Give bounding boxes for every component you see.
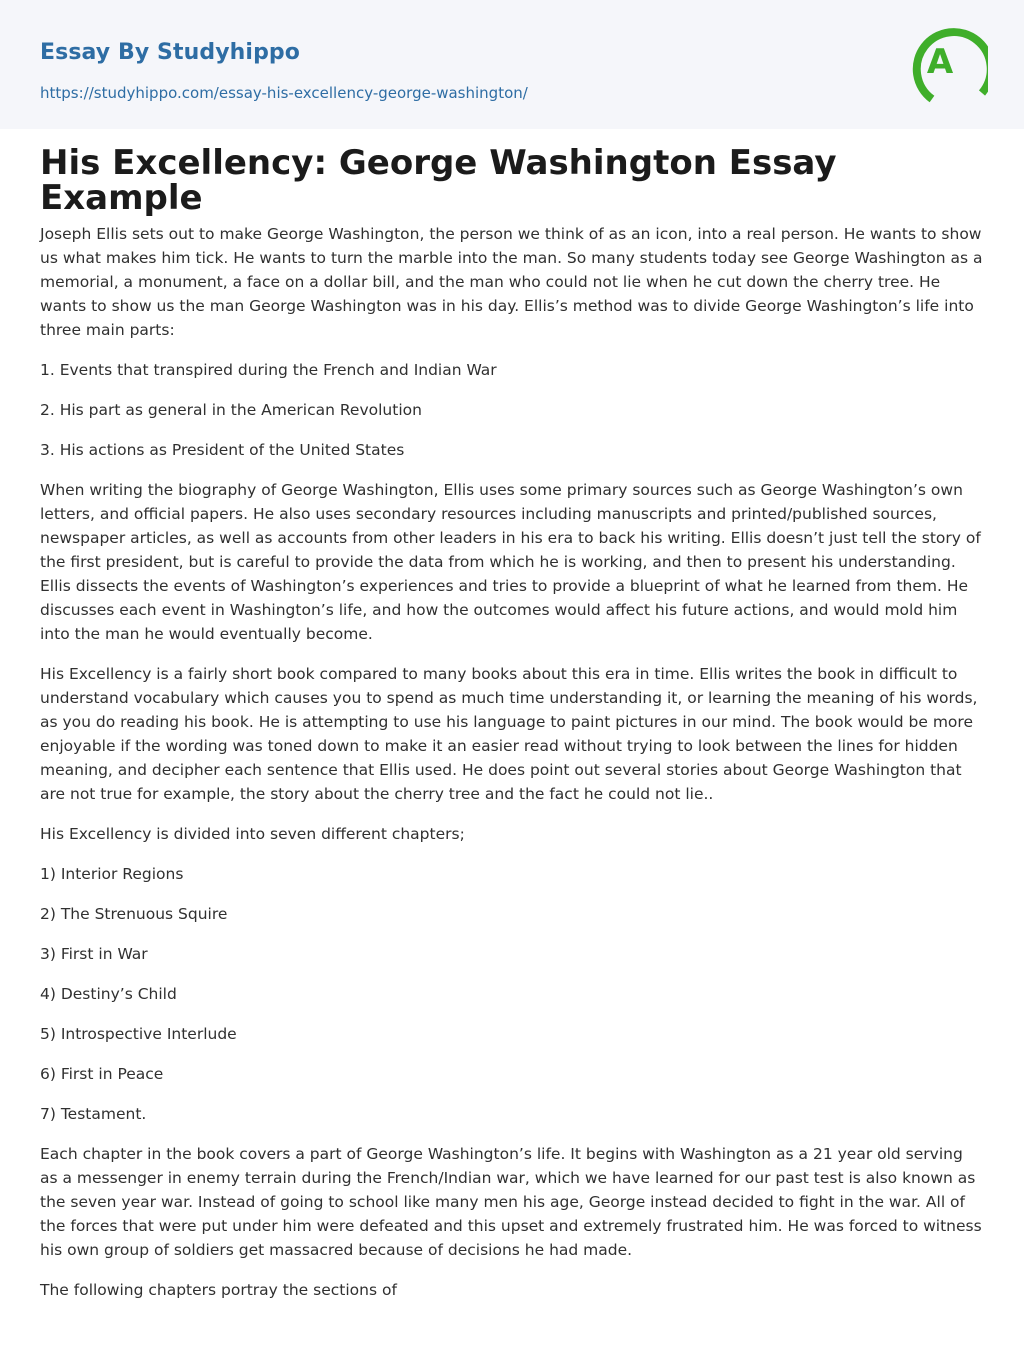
- site-brand[interactable]: Essay By Studyhippo: [40, 40, 300, 65]
- paragraph: His Excellency is a fairly short book compared to many books about this era in time. Ellis writes the book in difficult to understand vocabulary which causes you to spend as much time understanding it, or learning the meaning of his words, as you do reading his book. He is attempting to use his language to paint pictures in our mind. The book would be more enjoyable if the wording was toned down to make it an easier read without trying to look between the lines for hidden meaning, and decipher each sentence that Ellis used. He does point out several stories about George Washington that are not true for example, the story about the cherry tree and the fact he could not lie..: [40, 665, 978, 803]
- article: [0, 129, 1024, 1302]
- chapter-item: 5) Introspective Interlude: [40, 1025, 237, 1043]
- paragraph: 3. His actions as President of the United States: [40, 441, 405, 459]
- logo-icon[interactable]: [910, 18, 988, 106]
- chapter-item: 7) Testament.: [40, 1105, 147, 1123]
- paragraph: 2. His part as general in the American Revolution: [40, 401, 422, 419]
- chapter-item: 1) Interior Regions: [40, 865, 184, 883]
- site-header: [0, 0, 1024, 129]
- logo-letter: A: [926, 42, 954, 82]
- paragraph: The following chapters portray the sections of: [40, 1281, 397, 1299]
- paragraph: Joseph Ellis sets out to make George Washington, the person we think of as an icon, into a real person. He wants to show us what makes him tick. He wants to turn the marble into the man. So many students today see George Washington as a memorial, a monument, a face on a dollar bill, and the man who could not lie when he cut down the cherry tree. He wants to show us the man George Washington was in his day. Ellis’s method was to divide George Washington’s life into three main parts:: [40, 225, 983, 339]
- chapter-item: 4) Destiny’s Child: [40, 985, 177, 1003]
- essay-url-link[interactable]: https://studyhippo.com/essay-his-excellency-george-washington/: [40, 84, 528, 102]
- chapter-item: 6) First in Peace: [40, 1065, 164, 1083]
- paragraph: Each chapter in the book covers a part of George Washington’s life. It begins with Washington as a 21 year old serving as a messenger in enemy terrain during the French/Indian war, which we have learned for our past test is also known as the seven year war. Instead of going to school like many men his age, George instead decided to fight in the war. All of the forces that were put under him were defeated and this upset and extremely frustrated him. He was forced to witness his own group of soldiers get massacred because of decisions he had made.: [40, 1145, 982, 1259]
- paragraph: 1. Events that transpired during the French and Indian War: [40, 361, 497, 379]
- paragraph: His Excellency is divided into seven different chapters;: [40, 825, 465, 843]
- chapter-item: 2) The Strenuous Squire: [40, 905, 228, 923]
- page-title: His Excellency: George Washington Essay Example: [40, 143, 837, 218]
- chapter-item: 3) First in War: [40, 945, 148, 963]
- paragraph: When writing the biography of George Washington, Ellis uses some primary sources such as George Washington’s own letters, and official papers. He also uses secondary resources including manuscripts and printed/published sources, newspaper articles, as well as accounts from other leaders in his era to back his writing. Ellis doesn’t just tell the story of the first president, but is careful to provide the data from which he is working, and then to present his understanding. Ellis dissects the events of Washington’s experiences and tries to provide a blueprint of what he learned from them. He discusses each event in Washington’s life, and how the outcomes would affect his future actions, and would mold him into the man he would eventually become.: [40, 481, 981, 643]
